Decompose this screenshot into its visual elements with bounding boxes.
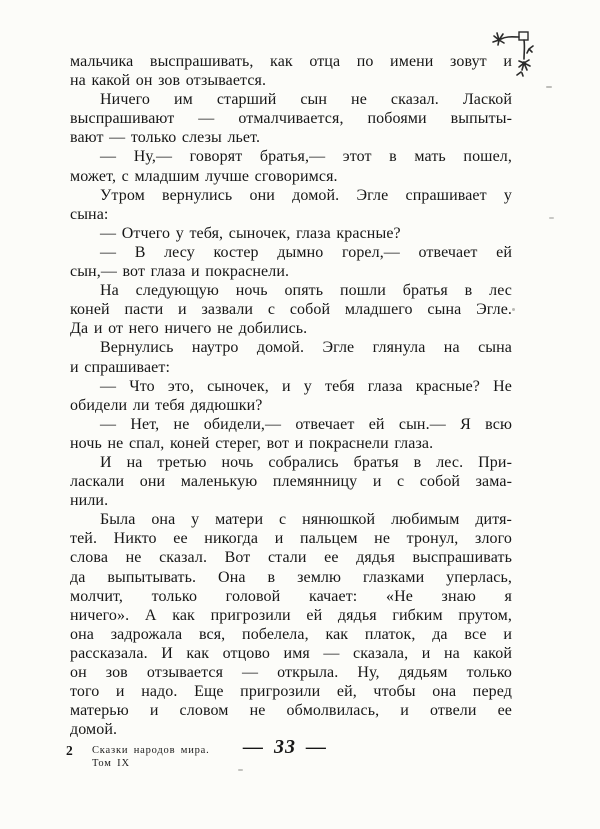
text-line: Да и от него ничего не добились. (70, 320, 308, 338)
text-line: матерью и словом не обмолвилась, и отвели ее (70, 702, 512, 720)
scan-speck (549, 217, 554, 219)
text-line: — Что это, сыночек, и у тебя глаза красные? Не (100, 377, 512, 395)
text-line: обидели ли тебя дядюшки? (70, 396, 263, 414)
text-line: вают — только слезы льет. (70, 129, 261, 147)
text-column (70, 52, 512, 739)
text-line: и спрашивает: (70, 358, 170, 376)
text-line: — Отчего у тебя, сыночек, глаза красные? (100, 224, 401, 242)
text-line: мальчика выспрашивать, как отца по имени зовут и (70, 53, 512, 70)
text-line: на какой он зов отзывается. (70, 72, 267, 90)
text-line: ничего». А как пригрозили ей дядья гибким прутом, (70, 606, 512, 624)
text-line: На следующую ночь опять пошли братья в лес (100, 282, 512, 300)
text-line: Вернулись наутро домой. Эгле глянула на сына (100, 339, 512, 357)
text-line: рассказала. И как отцово имя — сказала, и на какой (70, 644, 512, 662)
scan-speck (512, 308, 515, 311)
text-line: нили. (70, 492, 109, 510)
text-line: И на третью ночь собрались братья в лес. При- (100, 453, 512, 471)
text-line: — В лесу костер дымно горел,— отвечает ей (100, 243, 512, 261)
text-line: — Нет, не обидели,— отвечает ей сын.— Я всю (100, 415, 512, 433)
text-line: да выпытывать. Она в землю глазками уперлась, (70, 568, 512, 586)
text-line: тей. Никто ее никогда и пальцем не тронул, злого (70, 530, 512, 548)
text-line: того и надо. Еще пригрозили ей, чтобы она перед (70, 683, 512, 701)
text-line: — Ну,— говорят братья,— этот в мать пошел, (100, 148, 512, 166)
edition-title: Сказки народов мира. (92, 745, 210, 756)
text-line: Утром вернулись они домой. Эгле спрашивает у (100, 186, 512, 204)
text-line: он зов отзывается — открыла. Ну, дядьям только (70, 664, 512, 681)
text-line: Была она у матери с нянюшкой любимым дитя- (100, 511, 512, 529)
scan-speck (546, 86, 552, 88)
text-line: Ничего им старший сын не сказал. Лаской (100, 91, 512, 109)
text-line: коней пасти и зазвали с собой младшего сына Эгле. (70, 301, 512, 319)
text-line: домой. (70, 721, 118, 739)
text-line: ночь не спал, коней стерег, вот и покраснели глаза. (70, 434, 434, 452)
text-line: сына: (70, 205, 109, 223)
text-line: молчит, только головой качает: «Не знаю я (70, 587, 512, 605)
text-line: выспрашивают — отмалчивается, побоями выпыты- (70, 110, 512, 128)
text-line: ласкали они маленькую племянницу и с собой зама- (70, 473, 512, 491)
page-number: — 33 — (243, 736, 327, 758)
text-line: слова не сказал. Вот стали ее дядья выспрашивать (70, 549, 512, 567)
edition-volume: Том IX (92, 758, 130, 769)
edition-number: 2 (66, 743, 73, 758)
text-line: может, с младшим лучше сговоримся. (70, 167, 338, 185)
text-line: сын,— вот глаза и покраснели. (70, 263, 290, 281)
text-line: она задрожала вся, побелела, как платок, да все и (70, 625, 512, 643)
page-footer (0, 736, 600, 781)
